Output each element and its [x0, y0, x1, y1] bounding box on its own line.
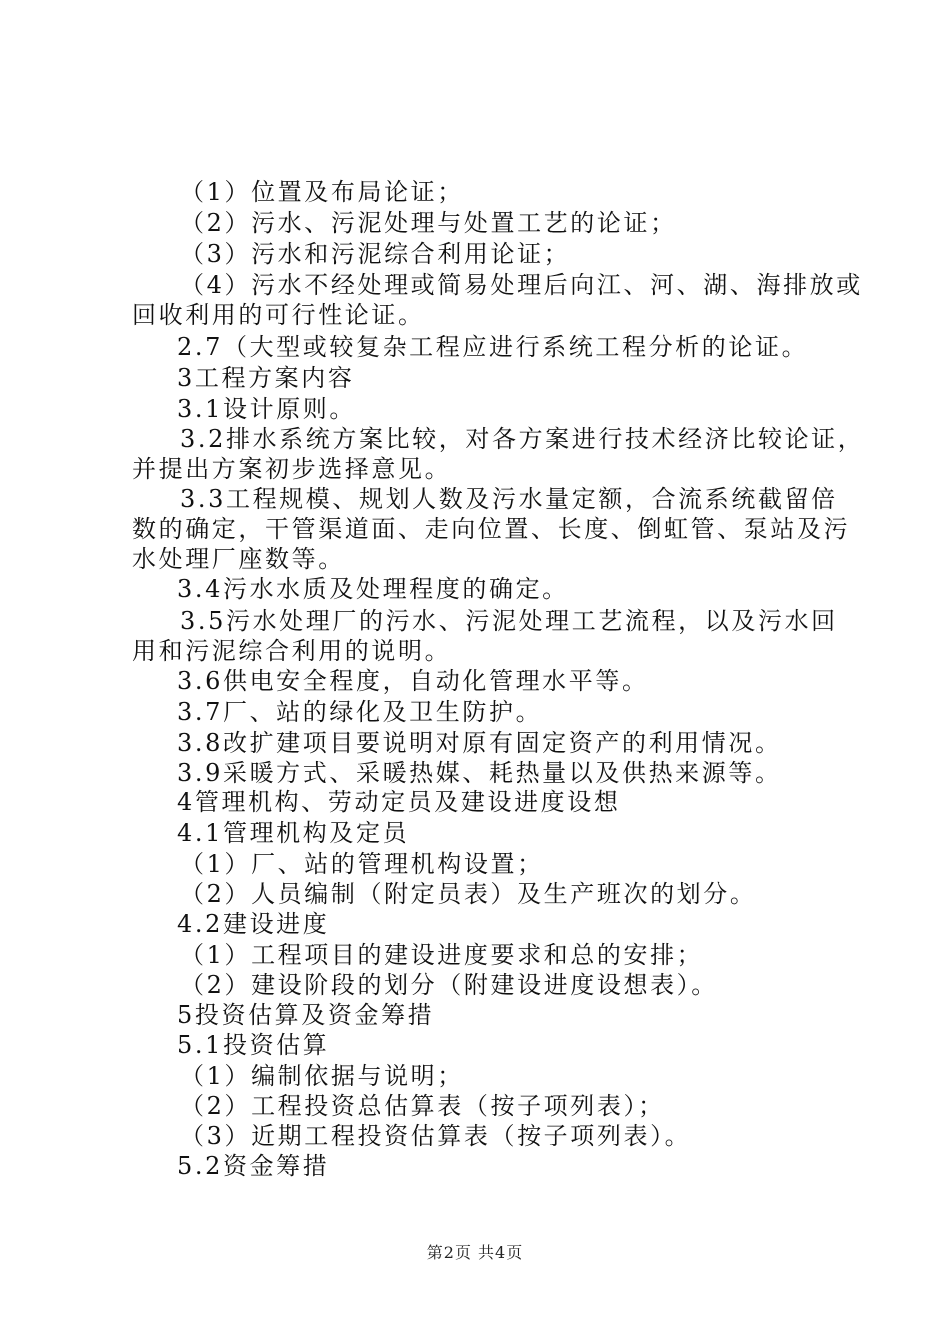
list-item-organization: （1）厂、站的管理机构设置； — [180, 850, 544, 878]
paragraph-3-8: 3.8改扩建项目要说明对原有固定资产的利用情况。 — [177, 729, 782, 757]
section-heading-5: 5投资估算及资金筹措 — [177, 1001, 435, 1029]
subheading-4-2: 4.2建设进度 — [177, 910, 330, 938]
paragraph-3-2-cont: 并提出方案初步选择意见。 — [132, 455, 452, 483]
list-item-phases: （2）建设阶段的划分（附建设进度设想表）。 — [180, 971, 718, 999]
paragraph-3-5-cont: 用和污泥综合利用的说明。 — [132, 637, 452, 665]
list-item-near-term-estimate: （3）近期工程投资估算表（按子项列表）。 — [180, 1122, 692, 1150]
paragraph-3-5: 3.5污水处理厂的污水、污泥处理工艺流程，以及污水回 — [180, 607, 838, 635]
section-heading-4: 4管理机构、劳动定员及建设进度设想 — [177, 788, 621, 816]
paragraph-2-7: 2.7（大型或较复杂工程应进行系统工程分析的论证。 — [177, 333, 809, 361]
paragraph-3-4: 3.4污水水质及处理程度的确定。 — [177, 575, 569, 603]
section-heading-3: 3工程方案内容 — [177, 364, 355, 392]
list-item-total-estimate: （2）工程投资总估算表（按子项列表）； — [180, 1092, 665, 1120]
paragraph-3-3-cont-2: 水处理厂座数等。 — [132, 545, 345, 573]
paragraph-3-6: 3.6供电安全程度，自动化管理水平等。 — [177, 667, 649, 695]
list-item-treatment-process: （2）污水、污泥处理与处置工艺的论证； — [180, 209, 677, 237]
paragraph-3-3-cont-1: 数的确定，干管渠道面、走向位置、长度、倒虹管、泵站及污 — [132, 515, 851, 543]
paragraph-3-1: 3.1设计原则。 — [177, 395, 356, 423]
list-item-schedule: （1）工程项目的建设进度要求和总的安排； — [180, 941, 704, 969]
list-item-discharge-feasibility-cont: 回收利用的可行性论证。 — [132, 301, 425, 329]
paragraph-3-7: 3.7厂、站的绿化及卫生防护。 — [177, 698, 543, 726]
list-item-discharge-feasibility: （4）污水不经处理或简易处理后向江、河、湖、海排放或 — [180, 271, 863, 299]
subheading-5-2: 5.2资金筹措 — [177, 1152, 330, 1180]
page-number-footer: 第2页 共4页 — [426, 1243, 524, 1262]
list-item-basis: （1）编制依据与说明； — [180, 1062, 464, 1090]
paragraph-3-2: 3.2排水系统方案比较，对各方案进行技术经济比较论证， — [180, 425, 865, 453]
paragraph-3-9: 3.9采暖方式、采暖热媒、耗热量以及供热来源等。 — [177, 759, 782, 787]
list-item-location-layout: （1）位置及布局论证； — [180, 178, 464, 206]
list-item-comprehensive-use: （3）污水和污泥综合利用论证； — [180, 240, 571, 268]
paragraph-3-3: 3.3工程规模、规划人数及污水量定额，合流系统截留倍 — [180, 485, 838, 513]
list-item-staffing: （2）人员编制（附定员表）及生产班次的划分。 — [180, 880, 757, 908]
subheading-5-1: 5.1投资估算 — [177, 1031, 330, 1059]
subheading-4-1: 4.1管理机构及定员 — [177, 819, 410, 847]
